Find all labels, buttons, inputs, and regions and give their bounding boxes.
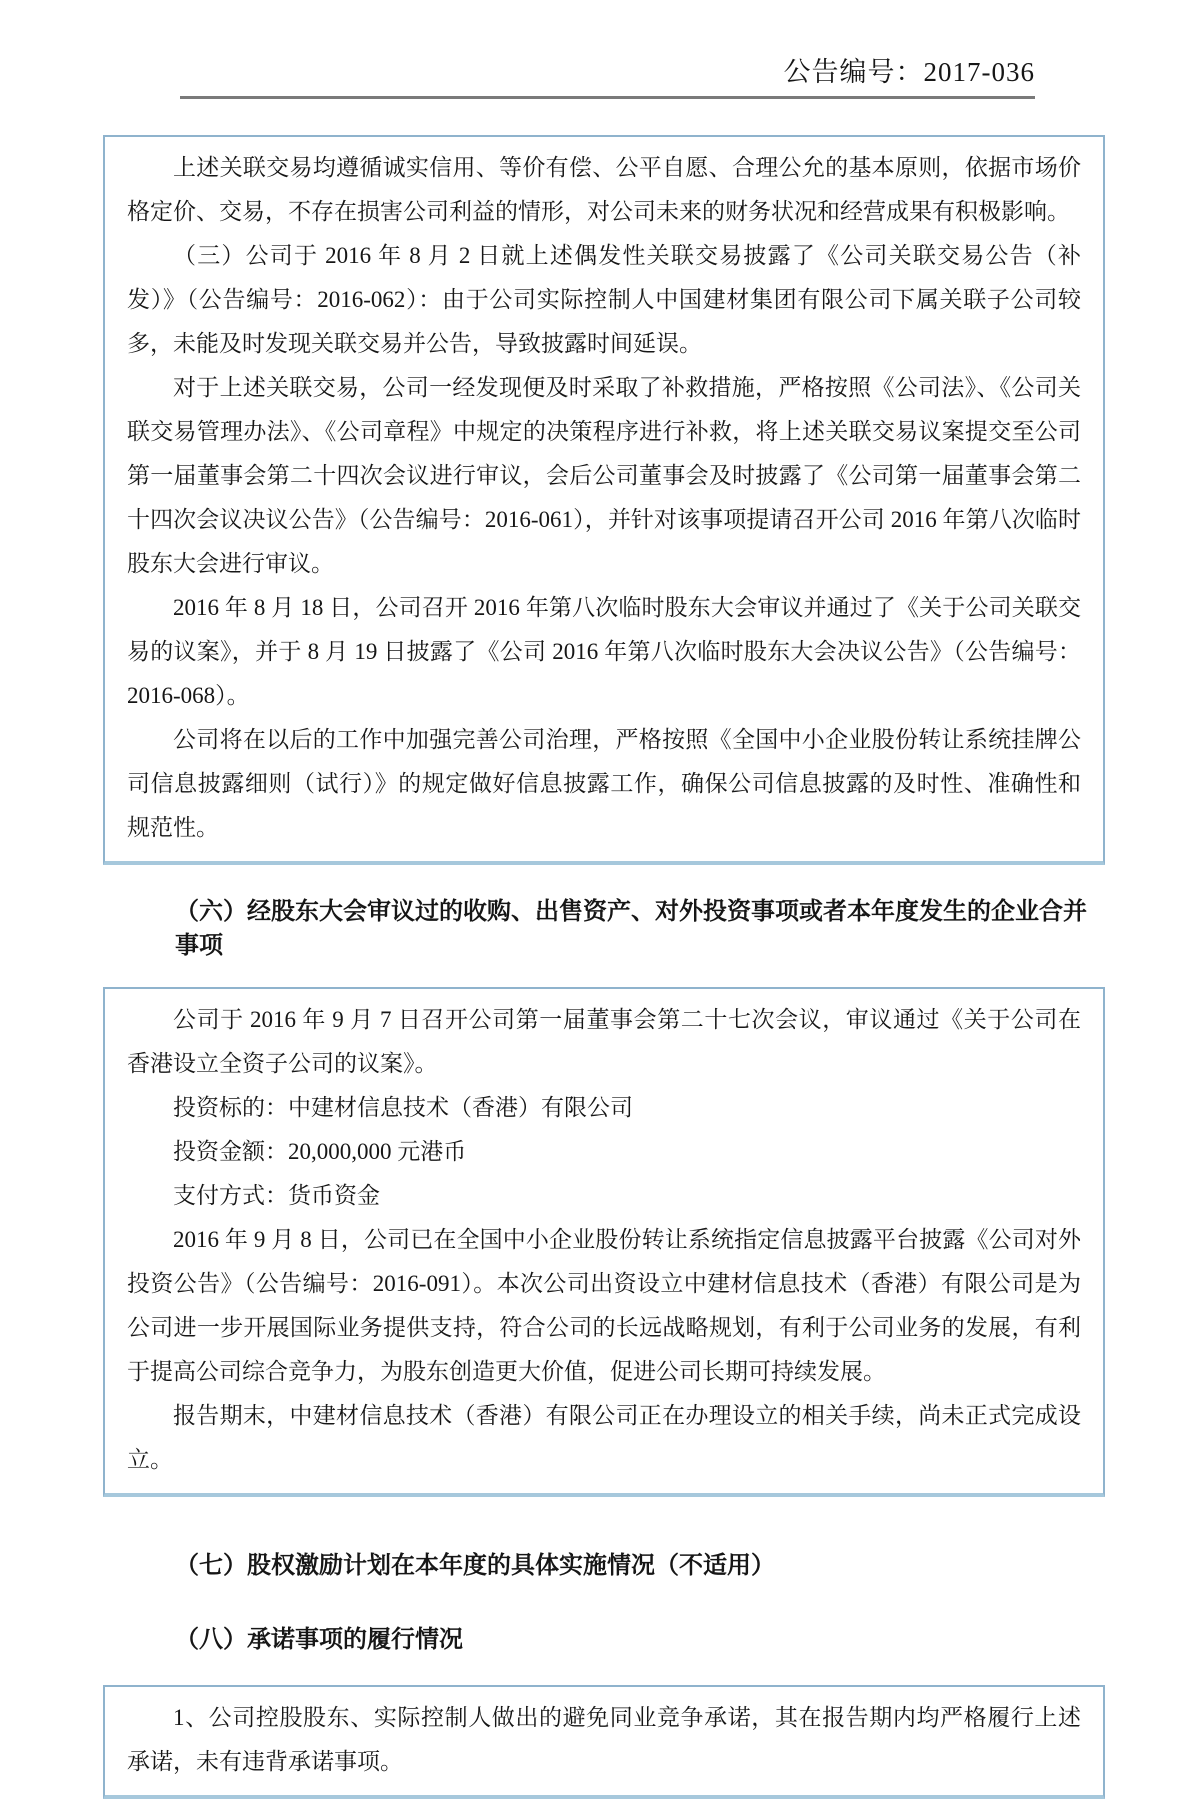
section-heading-6: （六）经股东大会审议过的收购、出售资产、对外投资事项或者本年度发生的企业合并事项 <box>175 899 1087 959</box>
paragraph: 支付方式：货币资金 <box>173 1183 380 1208</box>
section-heading-8: （八）承诺事项的履行情况 <box>175 1627 463 1653</box>
paragraph: 投资金额：20,000,000 元港币 <box>173 1139 467 1164</box>
box-investment-matters <box>103 987 1105 1497</box>
announcement-number: 公告编号：2017-036 <box>783 57 1035 87</box>
announcement-page <box>0 50 1200 1774</box>
section-heading-7: （七）股权激励计划在本年度的具体实施情况（不适用） <box>175 1553 775 1579</box>
paragraph: 2016 年 8 月 18 日，公司召开 2016 年第八次临时股东大会审议并通过了《关于公司关联交易的议案》，并于 8 月 19 日披露了《公司 2016 年第八次临时股东大会决议公告》（公告编号：2016-068）。 <box>127 595 1081 708</box>
paragraph: 上述关联交易均遵循诚实信用、等价有偿、公平自愿、合理公允的基本原则，依据市场价格定价、交易，不存在损害公司利益的情形，对公司未来的财务状况和经营成果有积极影响。 <box>127 155 1081 224</box>
box-commitments <box>103 1685 1105 1799</box>
paragraph: 1、公司控股股东、实际控制人做出的避免同业竞争承诺，其在报告期内均严格履行上述承诺，未有违背承诺事项。 <box>127 1705 1081 1774</box>
page-header <box>180 50 1035 99</box>
paragraph: 2016 年 9 月 8 日，公司已在全国中小企业股份转让系统指定信息披露平台披露《公司对外投资公告》（公告编号：2016-091）。本次公司出资设立中建材信息技术（香港）有限公司是为公司进一步开展国际业务提供支持，符合公司的长远战略规划，有利于公司业务的发展，有利于提高公司综合竞争力，为股东创造更大价值，促进公司长期可持续发展。 <box>127 1227 1081 1384</box>
paragraph: 公司于 2016 年 9 月 7 日召开公司第一届董事会第二十七次会议，审议通过《关于公司在香港设立全资子公司的议案》。 <box>127 1007 1081 1076</box>
paragraph: 投资标的：中建材信息技术（香港）有限公司 <box>173 1095 633 1120</box>
box-related-transactions <box>103 135 1105 865</box>
paragraph: 对于上述关联交易，公司一经发现便及时采取了补救措施，严格按照《公司法》、《公司关联交易管理办法》、《公司章程》中规定的决策程序进行补救，将上述关联交易议案提交至公司第一届董事会第二十四次会议进行审议，会后公司董事会及时披露了《公司第一届董事会第二十四次会议决议公告》（公告编号：2016-061），并针对该事项提请召开公司 2016 年第八次临时股东大会进行审议。 <box>127 375 1081 576</box>
paragraph: 公司将在以后的工作中加强完善公司治理，严格按照《全国中小企业股份转让系统挂牌公司信息披露细则（试行）》的规定做好信息披露工作，确保公司信息披露的及时性、准确性和规范性。 <box>127 727 1081 840</box>
paragraph: （三）公司于 2016 年 8 月 2 日就上述偶发性关联交易披露了《公司关联交易公告（补发）》（公告编号：2016-062）：由于公司实际控制人中国建材集团有限公司下属关联子公司较多，未能及时发现关联交易并公告，导致披露时间延误。 <box>127 243 1081 356</box>
paragraph: 报告期末，中建材信息技术（香港）有限公司正在办理设立的相关手续，尚未正式完成设立。 <box>127 1403 1081 1472</box>
document-body <box>103 135 1105 1799</box>
